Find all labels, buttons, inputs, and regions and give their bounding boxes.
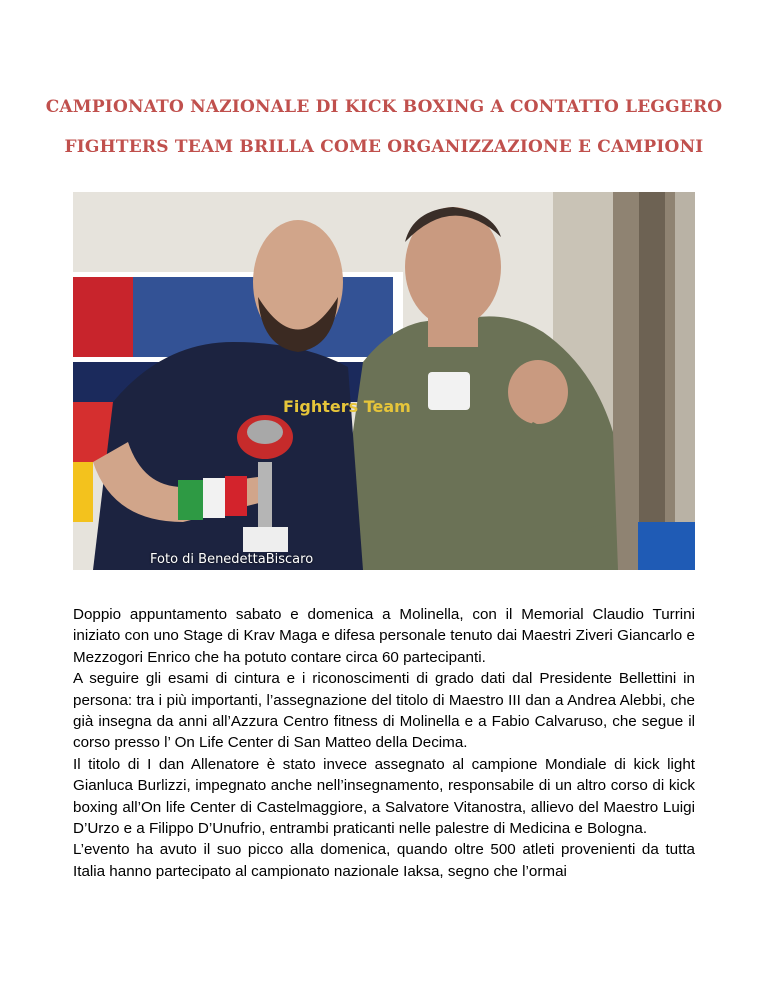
- photo-credit: Foto di BenedettaBiscaro: [150, 552, 314, 567]
- title-line-1: CAMPIONATO NAZIONALE DI KICK BOXING A CONTATTO LEGGERO: [45, 97, 723, 117]
- paragraph: Doppio appuntamento sabato e domenica a Molinella, con il Memorial Claudio Turrini iniziato con uno Stage di Krav Maga e difesa personale tenuto dai Maestri Ziveri Giancarlo e Mezzogori Enrico che ha potuto contare circa 60 partecipanti.: [73, 606, 695, 666]
- paragraph: A seguire gli esami di cintura e i riconoscimenti di grado dati dal Presidente Bellettini in persona: tra i più importanti, l’assegnazione del titolo di Maestro III dan a Andrea Alebbi, che già insegna da anni all’Azzura Centro fitness di Molinella e a Fabio Calvaruso, che segue il corso presso l’ On Life Center di San Matteo della Decima.: [73, 670, 695, 752]
- article-body: [73, 604, 695, 882]
- paragraph: L’evento ha avuto il suo picco alla domenica, quando oltre 500 atleti provenienti da tutta Italia hanno partecipato al campionato nazionale Iaksa, segno che l’ormai: [73, 841, 695, 880]
- svg-text:Fighters Team: Fighters Team: [283, 397, 411, 416]
- article-photo: [73, 192, 695, 570]
- paragraph: Il titolo di I dan Allenatore è stato invece assegnato al campione Mondiale di kick light Gianluca Burlizzi, impegnato anche nell’insegnamento, responsabile di un altro corso di kick boxing all’On life Center di Castelmaggiore, a Salvatore Vitanostra, allievo del Maestro Luigi D’Urzo e a Filippo D’Unufrio, entrambi praticanti nelle palestre di Medicina e Bologna.: [73, 755, 695, 838]
- title-line-2: FIGHTERS TEAM BRILLA COME ORGANIZZAZIONE E CAMPIONI: [64, 137, 704, 157]
